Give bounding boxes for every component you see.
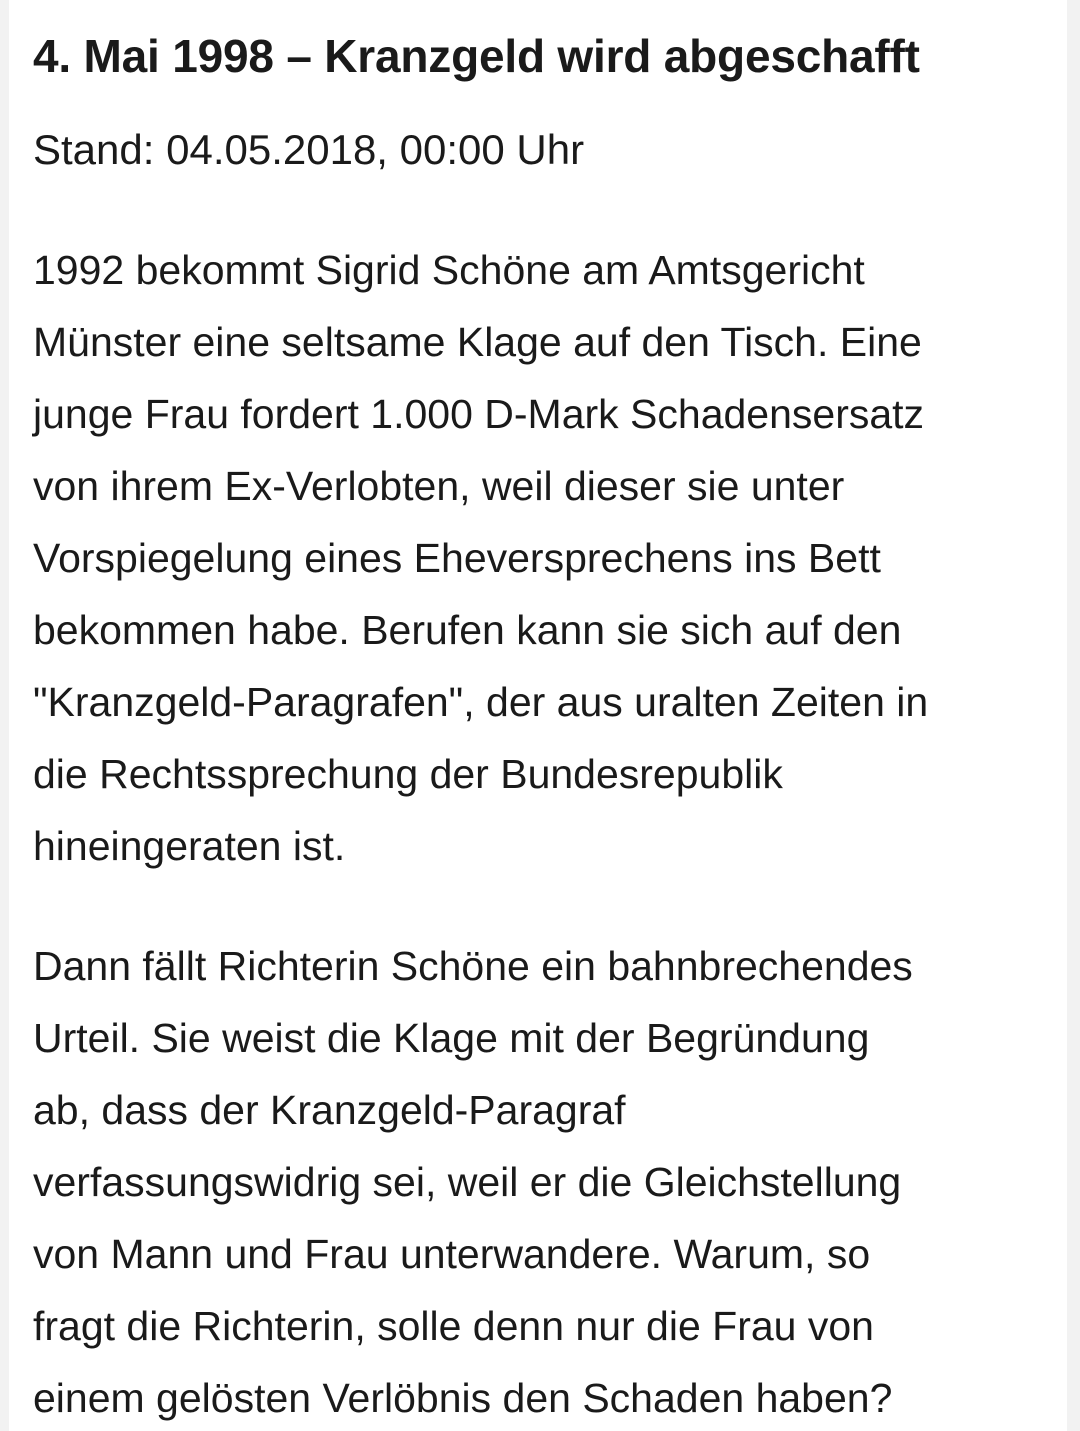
paragraph-line: einem gelösten Verlöbnis den Schaden haben? xyxy=(33,1375,893,1421)
article-card xyxy=(9,0,1067,1431)
paragraph-line: 1992 bekommt Sigrid Schöne am Amtsgericht xyxy=(33,247,865,293)
paragraph-line: ab, dass der Kranzgeld-Paragraf xyxy=(33,1087,626,1133)
article-paragraph xyxy=(33,930,1053,1431)
paragraph-line: Urteil. Sie weist die Klage mit der Begründung xyxy=(33,1015,870,1061)
paragraph-line: von Mann und Frau unterwandere. Warum, so xyxy=(33,1231,871,1277)
paragraph-line: Vorspiegelung eines Eheversprechens ins Bett xyxy=(33,535,881,581)
paragraph-line: Dann fällt Richterin Schöne ein bahnbrechendes xyxy=(33,943,913,989)
paragraph-line: junge Frau fordert 1.000 D-Mark Schadensersatz xyxy=(33,391,925,437)
paragraph-line: bekommen habe. Berufen kann sie sich auf den xyxy=(33,607,902,653)
paragraph-line: hineingeraten ist. xyxy=(33,823,346,869)
article-headline: 4. Mai 1998 – Kranzgeld wird abgeschafft xyxy=(33,30,920,82)
article-paragraph xyxy=(33,234,1053,882)
article-dateline: Stand: 04.05.2018, 00:00 Uhr xyxy=(33,126,585,173)
paragraph-line: fragt die Richterin, solle denn nur die Frau von xyxy=(33,1303,874,1349)
paragraph-line: verfassungswidrig sei, weil er die Gleichstellung xyxy=(33,1159,902,1205)
paragraph-line: von ihrem Ex-Verlobten, weil dieser sie unter xyxy=(33,463,845,509)
paragraph-line: die Rechtssprechung der Bundesrepublik xyxy=(33,751,783,797)
paragraph-line: Münster eine seltsame Klage auf den Tisch. Eine xyxy=(33,319,922,365)
paragraph-line: "Kranzgeld-Paragrafen", der aus uralten Zeiten in xyxy=(33,679,929,725)
